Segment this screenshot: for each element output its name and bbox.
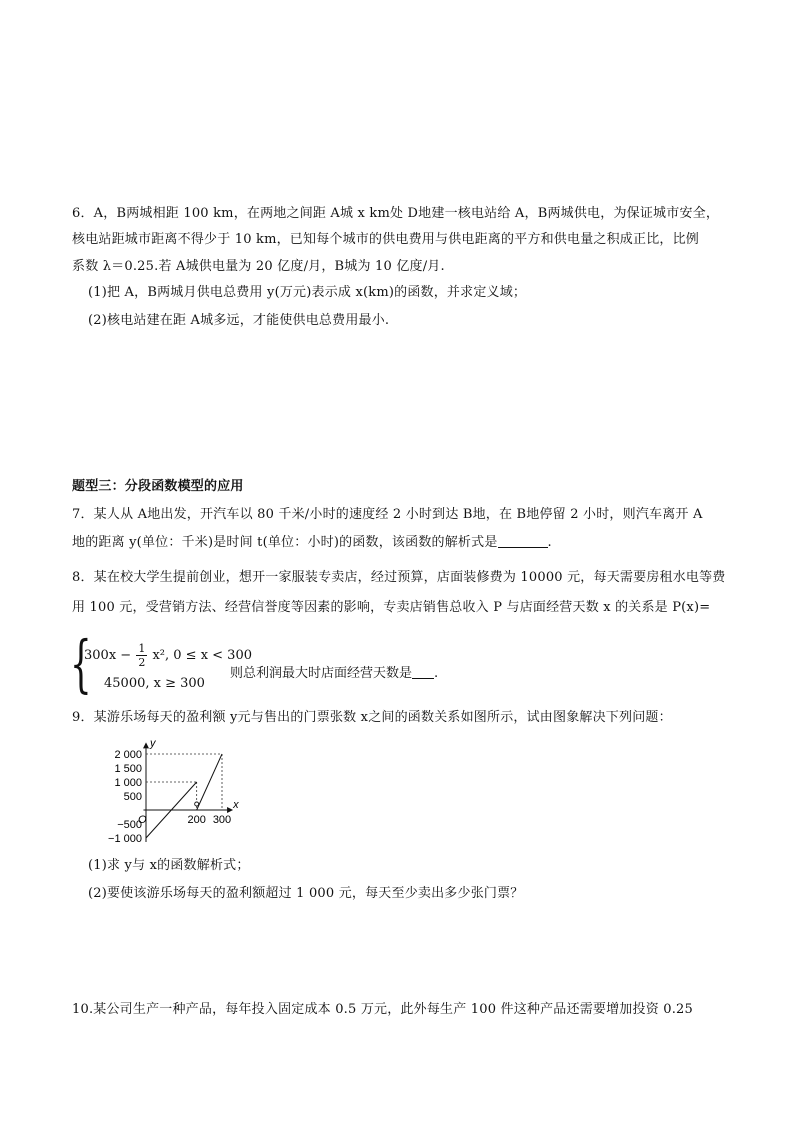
fraction [136, 642, 147, 669]
y-tick-label: 1 000 [114, 777, 142, 789]
problem9-question2: (2)要使该游乐场每天的盈利额超过 1 000 元，每天至少卖出多少张门票？ [88, 886, 524, 901]
y-tick-label: 2 000 [114, 749, 142, 761]
problem6-line3: 系数 λ＝0.25.若 A城供电量为 20 亿度/月，B城为 10 亿度/月. [72, 259, 445, 274]
x-tick-label: 300 [212, 814, 232, 826]
y-axis-arrow [143, 742, 149, 748]
graph-series [146, 754, 222, 838]
problem7-line1: 7．某人从 A地出发，开汽车以 80 千米/小时的速度经 2 小时到达 B地，在 B地停留 2 小时，则汽车离开 A [72, 507, 703, 522]
problem9-question1: (1)求 y与 x的函数解析式； [88, 858, 250, 873]
problem6-line1: 6．A，B两城相距 100 km，在两地之间距 A城 x km处 D地建一核电站给 A，B两城供电，为保证城市安全， [72, 206, 720, 221]
problem8-line2: 用 100 元，受营销方法、经营信誉度等因素的影响，专卖店销售总收入 P 与店面经营天数 x 的关系是 P(x)= [72, 600, 711, 615]
x-axis-label: x [233, 799, 239, 811]
left-brace: { [70, 627, 92, 700]
y-tick-label: −1 000 [108, 833, 142, 844]
profit-graph [102, 732, 252, 844]
origin-label: O [138, 814, 147, 826]
problem10-line1: 10.某公司生产一种产品，每年投入固定成本 0.5 万元，此外每生产 100 件这种产品还需要增加投资 0.25 [72, 1002, 693, 1017]
section-heading: 题型三：分段函数模型的应用 [72, 479, 244, 494]
y-axis-label: y [150, 737, 156, 750]
piecewise-case1 [84, 642, 252, 669]
problem6-line2: 核电站距城市距离不得少于 10 km，已知每个城市的供电费用与供电距离的平方和供电量之积成正比，比例 [72, 232, 700, 247]
problem8-tail [230, 662, 438, 681]
case1-right: x², 0 ≤ x < 300 [152, 648, 252, 663]
case1-left: 300x − [84, 648, 132, 663]
problem8-tail-text: 则总利润最大时店面经营天数是 [230, 666, 413, 681]
x-tick-label: 200 [187, 814, 206, 826]
graph-guides [146, 754, 222, 810]
problem8-line1: 8．某在校大学生提前创业，想开一家服装专卖店，经过预算，店面装修费为 10000 元，每天需要房租水电等费 [72, 570, 726, 585]
problem6-question2: (2)核电站建在距 A城多远，才能使供电总费用最小. [88, 313, 390, 328]
problem6-question1: (1)把 A，B两城月供电总费用 y(万元)表示成 x(km)的函数，并求定义域； [88, 285, 527, 300]
y-tick-label: −500 [117, 819, 142, 831]
y-tick-label: 1 500 [114, 763, 142, 775]
problem8-tail-end: . [434, 666, 439, 681]
problem7-line2 [72, 533, 552, 553]
answer-blank [498, 533, 548, 548]
problem7-line2-end: . [547, 535, 552, 550]
fraction-numerator: 1 [138, 642, 146, 655]
fraction-denominator: 2 [138, 656, 146, 669]
answer-blank [412, 664, 434, 679]
open-point [195, 802, 199, 806]
graph-labels [108, 737, 239, 844]
y-tick-label: 500 [123, 791, 142, 803]
problem9-line1: 9．某游乐场每天的盈利额 y元与售出的门票张数 x之间的函数关系如图所示，试由图象解决下列问题： [72, 710, 672, 725]
piecewise-function [70, 627, 490, 700]
problem7-line2-text: 地的距离 y(单位：千米)是时间 t(单位：小时)的函数，该函数的解析式是 [72, 535, 498, 550]
series-line-2 [197, 754, 222, 810]
piecewise-case2: 45000, x ≥ 300 [104, 676, 205, 691]
